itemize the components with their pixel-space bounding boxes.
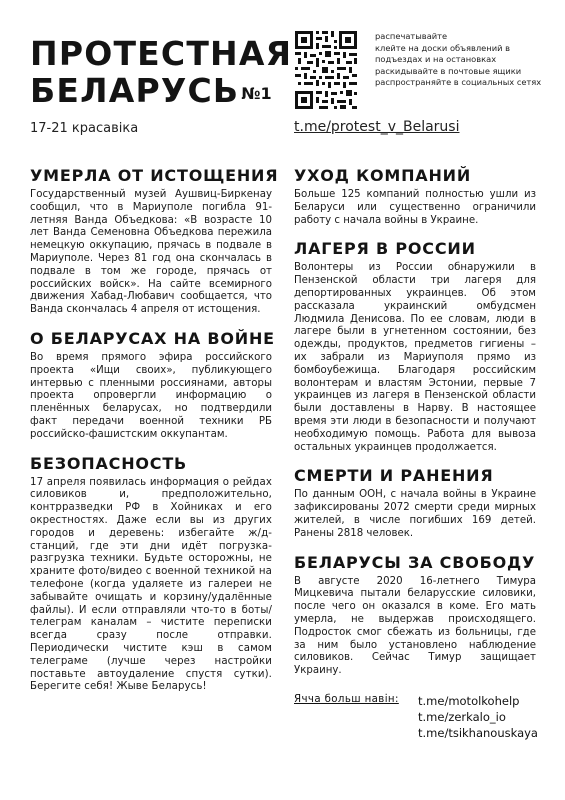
section-heading: УХОД КОМПАНИЙ xyxy=(294,166,472,185)
news-link[interactable]: t.me/tsikhanouskaya xyxy=(418,726,538,740)
section-heading: БЕЗОПАСНОСТЬ xyxy=(30,453,188,473)
qr-caption-line: раскидывайте в почтовые ящики xyxy=(375,65,522,76)
channel-link[interactable]: t.me/protest_v_Belarusi xyxy=(294,119,460,135)
section-heading: СМЕРТИ И РАНЕНИЯ xyxy=(294,466,494,486)
section-heading: ЛАГЕРЯ В РОССИИ xyxy=(294,239,476,259)
news-links xyxy=(418,693,538,741)
section-text: Волонтеры из России обнаружили в Пензенской области три лагеря для депортированных украинцев. Об этом рассказала украинский омбудсмен Людмила Денисова. По ее словам, люди в лагере были в угнетенном состоянии, без одежды, продуктов, предметов гигиены – их забрали из Мариуполя прямо из бомбоубежища. Благодаря российским волонтерам и властям Эстонии, первые 7 украинцев из лагеря в Пензенской области были доставлены в Нарву. В настоящее время эти люди в безопасности и получают необходимую помощь. Работа для вывоза остальных украинцев продолжается. xyxy=(294,262,536,453)
section-heading: О БЕЛАРУСАХ НА ВОЙНЕ xyxy=(30,328,275,348)
section-text: Государственный музей Аушвиц-Биркенау сообщил, что в Мариуполе погибла 91-летняя Ванда Объедкова: «В возрасте 10 лет Ванда Семеновна Объедкова пережила немецкую оккупацию, прячась в подвале в Мариуполе. Через 81 год она скончалась в подвале в том же городе, прячась от российских войск». На сайте всемирного движения Хабад-Любавич сообщается, что Ванда скончалась 4 апреля от истощения. xyxy=(30,189,272,316)
right-column xyxy=(294,166,536,690)
qr-caption xyxy=(375,31,550,89)
leaflet-title xyxy=(30,34,293,112)
section-text: По данным ООН, с начала войны в Украине зафиксированы 2072 смерти среди мирных жителей, в числе погибших 169 детей. Ранены 2818 человек. xyxy=(294,489,536,539)
title-line-2: БЕЛАРУСЬ xyxy=(30,71,240,110)
qr-code-icon xyxy=(294,30,358,110)
section-heading: УМЕРЛА ОТ ИСТОЩЕНИЯ xyxy=(30,166,279,185)
issue-number: №1 xyxy=(241,84,272,103)
issue-date: 17-21 красавіка xyxy=(30,121,139,136)
more-news-label: Ячча больш навін: xyxy=(294,694,399,705)
qr-caption-line: распечатывайте xyxy=(375,31,448,41)
section-text: В августе 2020 16-летнего Тимура Мицкевича пытали беларусские силовики, после чего он оказался в коме. Его мать умерла, не выдержав происходящего. Подросток смог сбежать из больницы, где за ним было установлено наблюдение силовиков. Сейчас Тимур защищает Украину. xyxy=(294,575,536,677)
section-text: Во время прямого эфира российского проекта «Ищи своих», публикующего интервью с пленными россиянами, авторы проекта опровергли информацию о пленённых беларусах, но подтвердили факт передачи военной техники РБ российско-фашистским оккупантам. xyxy=(30,351,272,440)
section-text: 17 апреля появилась информация о рейдах силовиков и, предположительно, контрразведки РФ в Хойниках и его окрестностях. Даже если вы из других городов и деревень: избегайте ж/д-станций, где эти дни идёт погрузка-разгрузка техники. Будьте осторожны, не храните фото/видео с военной техникой на телефоне (когда удаляете из галереи не забывайте очищать и корзину/удалённые файлы). И если отправляли что-то в боты/телеграм каналам – чистите переписки всегда сразу после отправки. Периодически чистите кэш в самом телеграме (лучше через настройки поставьте автоудаление спустя сутки). Берегите себя! Жыве Беларусь! xyxy=(30,476,272,693)
news-link[interactable]: t.me/motolkohelp xyxy=(418,694,520,708)
qr-caption-line: клейте на доски объявлений в подъездах и на остановках xyxy=(375,42,511,65)
qr-caption-line: распространяйте в социальных сетях xyxy=(375,77,542,88)
left-column xyxy=(30,166,279,706)
section-heading: БЕЛАРУСЫ ЗА СВОБОДУ xyxy=(294,552,536,572)
title-line-1: ПРОТЕСТНАЯ xyxy=(30,34,293,73)
news-link[interactable]: t.me/zerkalo_io xyxy=(418,710,506,724)
section-text: Больше 125 компаний полностью ушли из Беларуси или существенно ограничили работу с начала войны в Украине. xyxy=(294,189,536,226)
